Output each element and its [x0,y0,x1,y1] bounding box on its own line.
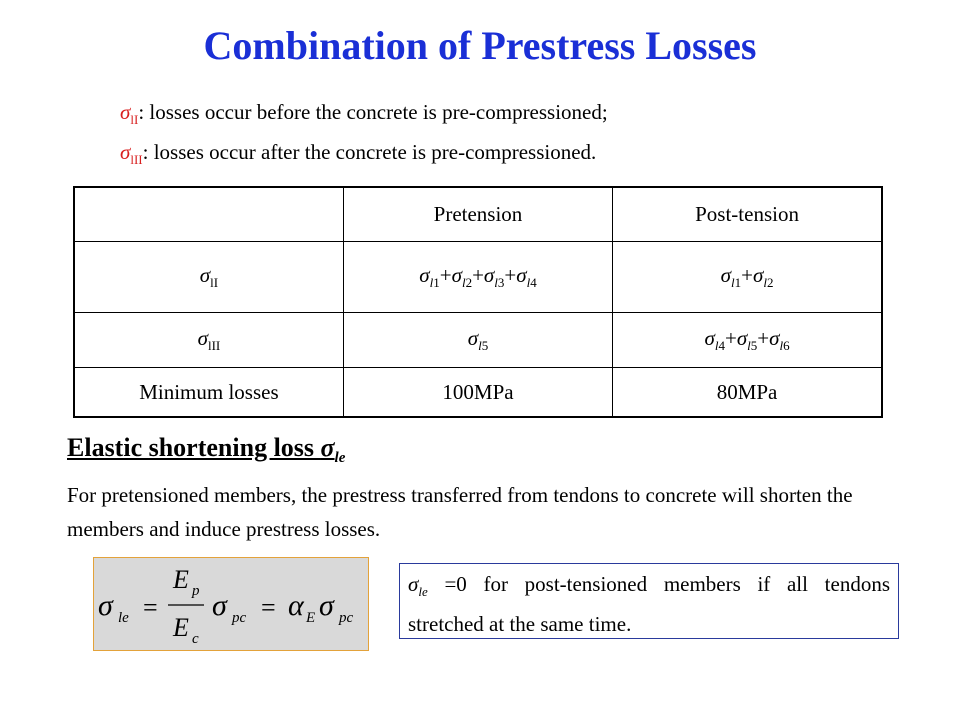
section-heading: Elastic shortening loss $\sigma_{le}$ [67,433,346,467]
note-text: =0 for post-tensioned members if all tendons stretched at the same time. [408,572,890,637]
header-pretension: Pretension [343,187,612,242]
formula-equals: = [143,593,158,622]
formula-denominator-sub: c [192,631,199,647]
formula-numerator: E [173,565,189,594]
post-tension-cell: $\sigma_{l4}+\sigma_{l5}+\sigma_{l6}$ [613,313,882,368]
formula-end-sub: pc [339,610,354,626]
sigma-symbol: $\sigma_{le}$ [320,433,346,467]
table-row [74,313,882,368]
table-row [74,242,882,313]
row-label-cell: Minimum losses [74,368,343,418]
definition-text: : losses occur after the concrete is pre-compressioned. [142,140,597,164]
formula-alpha: α [288,589,304,622]
pretension-cell: $\sigma_{l1}+\sigma_{l2}+\sigma_{l3}+\sigma_{l4}$ [343,242,612,313]
post-tension-cell: 80MPa [613,368,882,418]
description-paragraph: For pretensioned members, the prestress transferred from tendons to concrete will shorten the members and induce prestress losses. [67,483,853,541]
formula-lhs-sigma: σ [98,589,113,622]
sigma-symbol: $\sigma_{le}$ [408,572,428,600]
table-header-row [74,187,882,242]
row-label-cell: $\sigma_{lII}$ [74,313,343,368]
sigma-symbol: $\sigma_{lII}$ [120,140,143,168]
formula-box [93,557,369,651]
formula-mid-sub: pc [232,610,247,626]
definition-before [120,100,608,128]
page-title: Combination of Prestress Losses [203,23,757,68]
header-empty-cell [74,187,343,242]
table-row [74,368,882,418]
formula-numerator-sub: p [192,583,200,599]
formula-denominator: E [173,613,189,642]
post-tension-cell: $\sigma_{l1}+\sigma_{l2}$ [613,242,882,313]
formula-alpha-sub: E [306,610,316,626]
definition-text: : losses occur before the concrete is pre-compressioned; [138,100,608,124]
header-post-tension: Post-tension [613,187,882,242]
formula-end-sigma: σ [319,589,334,622]
pretension-cell: 100MPa [343,368,612,418]
pretension-cell: $\sigma_{l5}$ [343,313,612,368]
row-label-cell: $\sigma_{lI}$ [74,242,343,313]
formula-equals: = [261,593,276,622]
sigma-symbol: $\sigma_{lI}$ [120,100,139,128]
definition-after [120,140,596,168]
note-box [399,563,899,639]
loss-combination-table [73,186,883,418]
formula-mid-sigma: σ [212,589,227,622]
formula-lhs-sub: le [118,610,129,626]
